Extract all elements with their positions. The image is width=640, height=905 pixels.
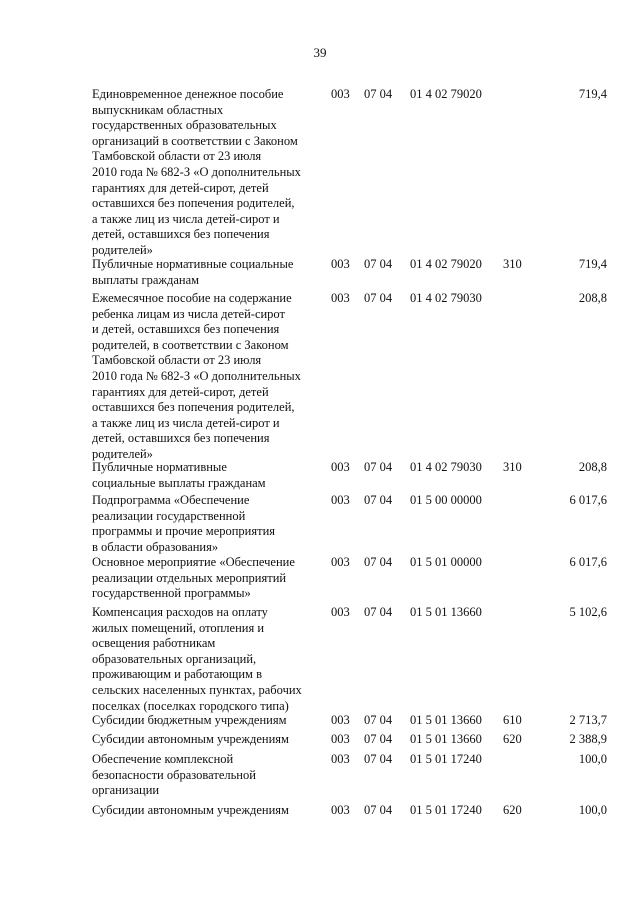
row-name-line: Тамбовской области от 23 июля <box>92 353 262 368</box>
target-code: 01 5 01 13660 <box>410 713 482 727</box>
section-code: 07 04 <box>364 555 393 569</box>
ministry-code: 003 <box>331 605 350 619</box>
target-code: 01 5 01 13660 <box>410 732 482 746</box>
ministry-code: 003 <box>331 291 350 305</box>
row-name <box>92 87 324 259</box>
target-code: 01 4 02 79030 <box>410 460 482 474</box>
target-code: 01 5 01 17240 <box>410 752 482 766</box>
row-name-line: оставшихся без попечения родителей, <box>92 400 295 415</box>
row-name-line: Субсидии автономным учреждениям <box>92 732 289 746</box>
ministry-code: 003 <box>331 732 350 746</box>
section-code: 07 04 <box>364 291 393 305</box>
amount: 208,8 <box>578 460 607 474</box>
expense-kind-code: 310 <box>503 460 522 474</box>
amount: 719,4 <box>578 257 607 271</box>
row-name-line: программы и прочие мероприятия <box>92 524 276 539</box>
amount: 2 713,7 <box>569 713 607 727</box>
row-name-line: Единовременное денежное пособие <box>92 87 284 101</box>
row-name-line: гарантиях для детей-сирот, детей <box>92 180 269 195</box>
row-name-line: а также лиц из числа детей-сирот и <box>92 211 280 226</box>
row-name <box>92 605 324 714</box>
row-name-line: государственной программы» <box>92 586 251 601</box>
row-name-line: родителей» <box>92 446 153 461</box>
row-name-line: реализации государственной <box>92 508 246 523</box>
section-code: 07 04 <box>364 713 393 727</box>
section-code: 07 04 <box>364 87 393 101</box>
section-code: 07 04 <box>364 605 393 619</box>
row-name-line: Подпрограмма «Обеспечение <box>92 493 250 507</box>
expense-kind-code: 310 <box>503 257 522 271</box>
section-code: 07 04 <box>364 460 393 474</box>
row-name-line: Тамбовской области от 23 июля <box>92 149 262 164</box>
row-name-line: Компенсация расходов на оплату <box>92 605 268 619</box>
target-code: 01 5 01 17240 <box>410 803 482 817</box>
target-code: 01 5 01 00000 <box>410 555 482 569</box>
section-code: 07 04 <box>364 493 393 507</box>
row-name-line: в области образования» <box>92 539 219 554</box>
row-name-line: проживающим и работающим в <box>92 667 262 682</box>
row-name-line: образовательных организаций, <box>92 651 257 666</box>
row-name <box>92 713 324 729</box>
row-name-line: государственных образовательных <box>92 118 277 133</box>
row-name-line: поселках (поселках городского типа) <box>92 698 289 713</box>
row-name <box>92 732 324 748</box>
row-name-line: ребенка лицам из числа детей-сирот <box>92 306 285 321</box>
amount: 6 017,6 <box>569 555 607 569</box>
row-name-line: детей, оставшихся без попечения <box>92 431 270 446</box>
page-number: 39 <box>313 45 327 60</box>
section-code: 07 04 <box>364 803 393 817</box>
row-name-line: оставшихся без попечения родителей, <box>92 196 295 211</box>
ministry-code: 003 <box>331 713 350 727</box>
row-name-line: гарантиях для детей-сирот, детей <box>92 384 269 399</box>
row-name-line: Публичные нормативные социальные <box>92 257 294 271</box>
row-name-line: 2010 года № 682-З «О дополнительных <box>92 164 301 179</box>
row-name-line: жилых помещений, отопления и <box>92 620 265 635</box>
row-name-line: сельских населенных пунктах, рабочих <box>92 682 302 697</box>
amount: 2 388,9 <box>569 732 607 746</box>
row-name-line: безопасности образовательной <box>92 767 256 782</box>
amount: 208,8 <box>578 291 607 305</box>
row-name <box>92 460 324 491</box>
row-name-line: родителей» <box>92 242 153 257</box>
ministry-code: 003 <box>331 257 350 271</box>
row-name-line: родителей, в соответствии с Законом <box>92 337 289 352</box>
amount: 719,4 <box>578 87 607 101</box>
ministry-code: 003 <box>331 803 350 817</box>
row-name <box>92 555 324 602</box>
ministry-code: 003 <box>331 555 350 569</box>
row-name-line: Обеспечение комплексной <box>92 752 234 766</box>
row-name-line: Субсидии автономным учреждениям <box>92 803 289 817</box>
target-code: 01 4 02 79030 <box>410 291 482 305</box>
row-name-line: выпускникам областных <box>92 102 224 117</box>
target-code: 01 4 02 79020 <box>410 87 482 101</box>
expense-kind-code: 620 <box>503 732 522 746</box>
row-name-line: организаций в соответствии с Законом <box>92 133 298 148</box>
row-name <box>92 803 324 819</box>
row-name <box>92 257 324 288</box>
row-name-line: детей, оставшихся без попечения <box>92 227 270 242</box>
section-code: 07 04 <box>364 732 393 746</box>
row-name-line: освещения работникам <box>92 636 216 651</box>
target-code: 01 5 01 13660 <box>410 605 482 619</box>
row-name-line: социальные выплаты гражданам <box>92 475 266 490</box>
row-name-line: Ежемесячное пособие на содержание <box>92 291 292 305</box>
amount: 5 102,6 <box>569 605 607 619</box>
row-name-line: выплаты гражданам <box>92 272 200 287</box>
target-code: 01 4 02 79020 <box>410 257 482 271</box>
row-name <box>92 493 324 555</box>
ministry-code: 003 <box>331 493 350 507</box>
ministry-code: 003 <box>331 87 350 101</box>
row-name-line: организации <box>92 783 160 798</box>
row-name-line: Основное мероприятие «Обеспечение <box>92 555 295 569</box>
amount: 100,0 <box>578 752 607 766</box>
expense-kind-code: 620 <box>503 803 522 817</box>
ministry-code: 003 <box>331 460 350 474</box>
row-name-line: а также лиц из числа детей-сирот и <box>92 415 280 430</box>
row-name-line: Субсидии бюджетным учреждениям <box>92 713 287 727</box>
row-name <box>92 752 324 799</box>
expense-kind-code: 610 <box>503 713 522 727</box>
row-name-line: реализации отдельных мероприятий <box>92 570 287 585</box>
row-name-line: и детей, оставшихся без попечения <box>92 322 280 337</box>
section-code: 07 04 <box>364 752 393 766</box>
amount: 100,0 <box>578 803 607 817</box>
row-name-line: Публичные нормативные <box>92 460 227 474</box>
target-code: 01 5 00 00000 <box>410 493 482 507</box>
row-name <box>92 291 324 463</box>
row-name-line: 2010 года № 682-З «О дополнительных <box>92 368 301 383</box>
amount: 6 017,6 <box>569 493 607 507</box>
ministry-code: 003 <box>331 752 350 766</box>
section-code: 07 04 <box>364 257 393 271</box>
